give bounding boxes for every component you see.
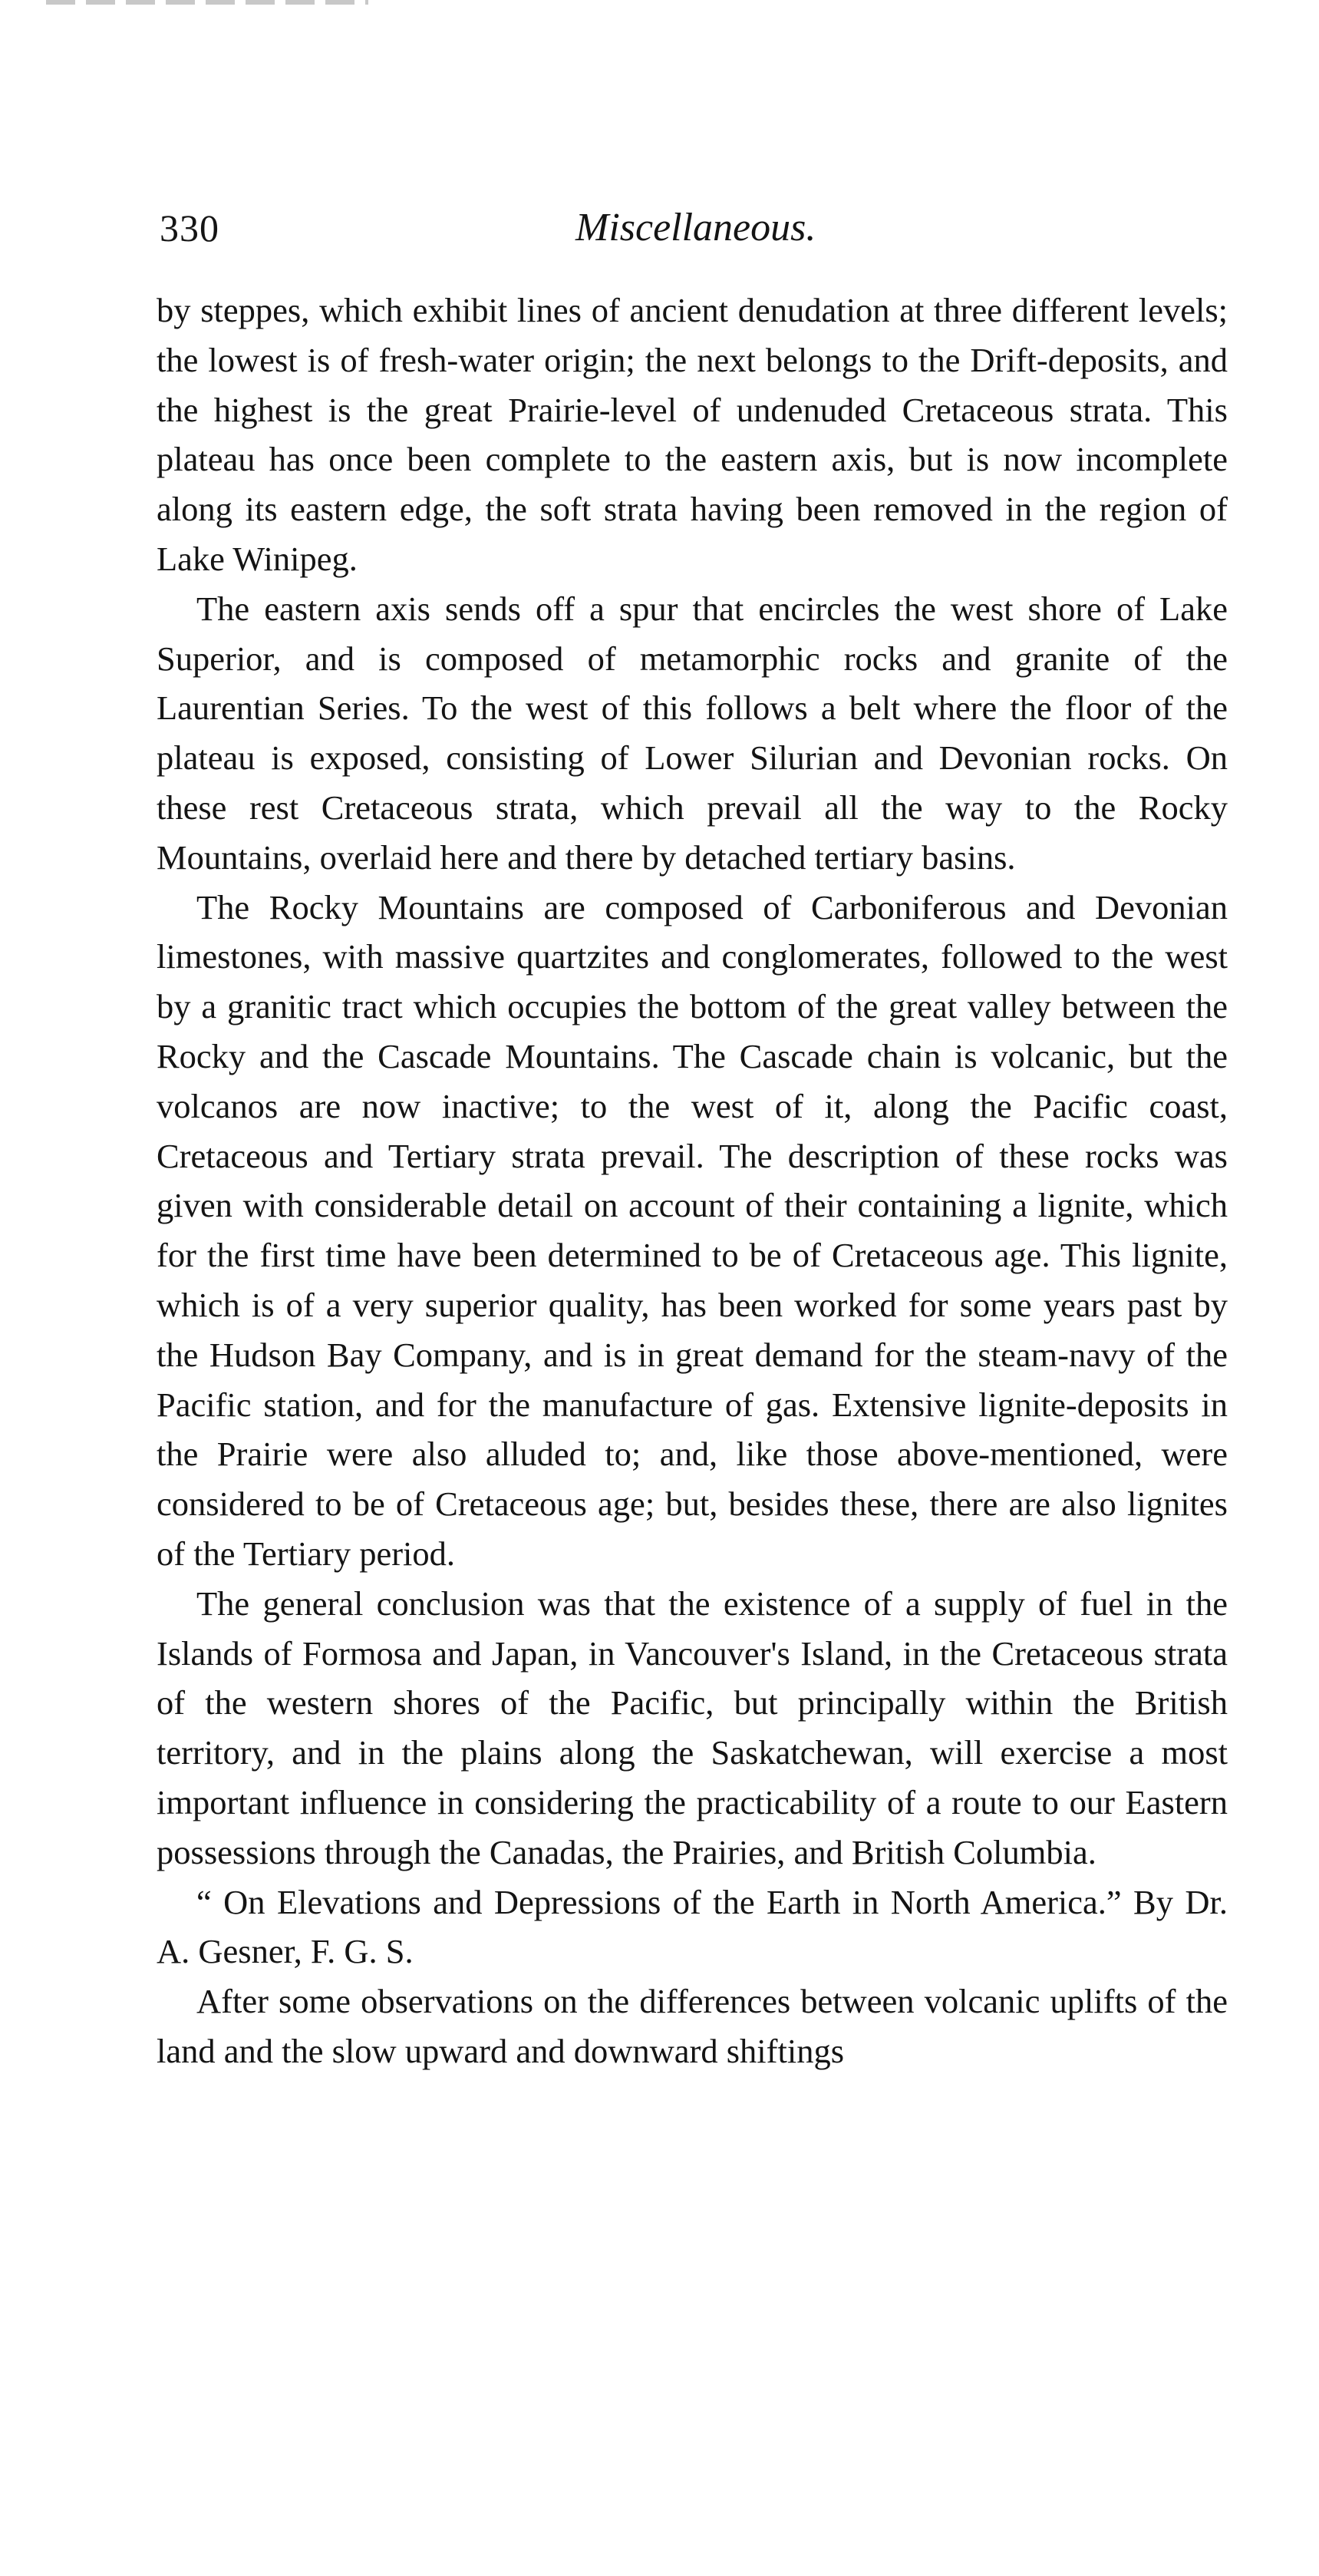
paragraph-rocky-mountains: The Rocky Mountains are composed of Carboniferous and Devonian limestones, with massive quartzites and conglomerates, followed to the west by a granitic tract which occupies the bottom of the great valley between the Rocky and the Cascade Mountains. The Cascade chain is volcanic, but the volcanos are now inactive; to the west of it, along the Pacific coast, Cretaceous and Tertiary strata prevail. The description of these rocks was given with considerable detail on account of their containing a lignite, which for the first time have been determined to be of Cretaceous age. This lignite, which is of a very superior quality, has been worked for some years past by the Hudson Bay Company, and is in great demand for the steam-navy of the Pacific station, and for the manufacture of gas. Extensive lignite-deposits in the Prairie were also alluded to; and, like those above-mentioned, were considered to be of Cretaceous age; but, besides these, there are also lignites of the Tertiary period. [157, 887, 1228, 1573]
paragraph-continued: by steppes, which exhibit lines of ancient denudation at three different levels; the lowest is of fresh-water origin; the next belongs to the Drift-deposits, and the highest is the great Prairie-level of undenuded Cretaceous strata. This plateau has once been complete to the eastern axis, but is now incomplete along its eastern edge, the soft strata having been removed in the region of Lake Winipeg. [157, 291, 1228, 578]
paragraph-general-conclusion: The general conclusion was that the existence of a supply of fuel in the Islands of Formosa and Japan, in Vancouver's Island, in the Cretaceous strata of the western shores of the Pacific, but principally within the British territory, and in the plains along the Saskatchewan, will exercise a most important influence in considering the practicability of a route to our Eastern possessions through the Canadas, the Prairies, and British Columbia. [157, 1584, 1228, 1871]
page-number: 330 [160, 206, 219, 249]
running-head [160, 201, 1226, 255]
running-title: Miscellaneous. [575, 206, 816, 249]
body-text [157, 286, 1228, 2076]
scan-edge-artifact [46, 0, 368, 5]
paragraph-eastern-axis: The eastern axis sends off a spur that encircles the west shore of Lake Superior, and is composed of metamorphic rocks and granite of the Laurentian Series. To the west of this follows a belt where the floor of the plateau is exposed, consisting of Lower Silurian and Devonian rocks. On these rest Cretaceous strata, which prevail all the way to the Rocky Mountains, overlaid here and there by detached tertiary basins. [157, 589, 1228, 877]
paper-title-gesner: “ On Elevations and Depressions of the Earth in North America.” By Dr. A. Gesner, F. G. S. [157, 1882, 1228, 1971]
paragraph-observations: After some observations on the differences between volcanic uplifts of the land and the slow upward and downward shiftings [157, 1982, 1228, 2070]
